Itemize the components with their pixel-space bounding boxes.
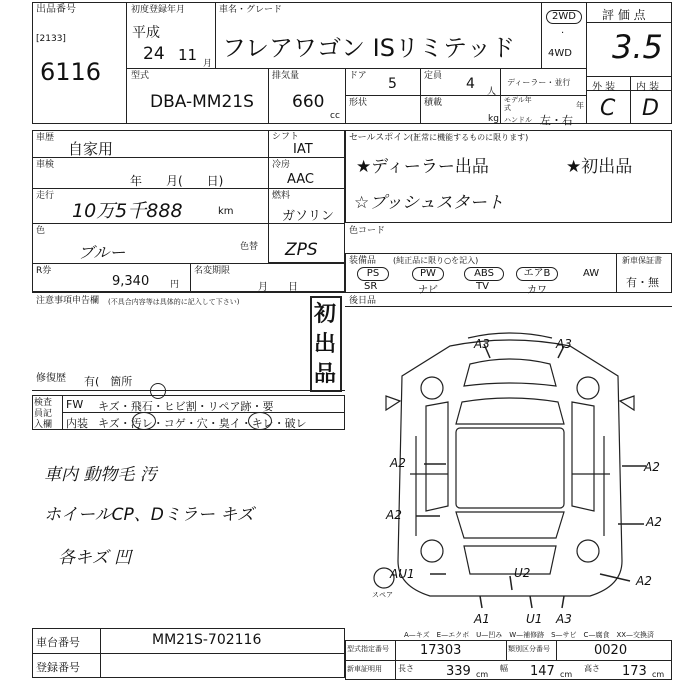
sales-sub: (正常に機能するものに限ります) <box>410 133 529 142</box>
handle-value: 左・右 <box>540 114 573 127</box>
fw-label: FW <box>66 398 84 411</box>
color-change-label: 色替 <box>240 242 259 252</box>
recycle-unit: 円 <box>170 280 180 290</box>
car-name: フレアワゴン ISリミテッド <box>222 34 515 62</box>
capacity-unit: 人 <box>487 87 497 97</box>
equip-ps: PS <box>357 267 389 281</box>
length-label: 長さ <box>398 664 414 673</box>
score-label: 評 価 点 <box>602 8 646 22</box>
mileage-value: 10万5千888 <box>72 200 183 222</box>
lot-code: [2133] <box>36 34 66 44</box>
inspector-label: 検査員記入欄 <box>34 398 53 430</box>
damage-mark: A2 <box>386 508 402 522</box>
damage-mark: A2 <box>636 574 652 588</box>
inspection-label: 車検 <box>36 160 55 170</box>
spare-label: スペア <box>372 591 393 599</box>
color-label: 色 <box>36 226 46 236</box>
model-value: DBA-MM21S <box>150 92 254 112</box>
title-deadline-label: 名変期限 <box>194 266 231 276</box>
width-value: 147 <box>530 664 555 679</box>
doors-value: 5 <box>388 76 397 92</box>
damage-mark: A2 <box>390 456 406 470</box>
displacement-value: 660 <box>292 92 325 112</box>
displacement-unit: cc <box>330 111 340 121</box>
circle-mark <box>248 412 272 430</box>
damage-mark: A3 <box>556 337 572 351</box>
equip-label: 装備品 <box>349 256 377 266</box>
repair-value: 有( 箇所 <box>84 375 133 388</box>
dealer-label: ディーラー・並行 <box>507 78 571 87</box>
first-reg-month-unit: 月 <box>203 59 213 69</box>
equip-navi: ナビ <box>418 285 438 296</box>
damage-mark: AU1 <box>390 567 415 581</box>
model-cert-value: 17303 <box>420 643 462 658</box>
drive-4wd: 4WD <box>548 48 572 59</box>
after-label: 後日品 <box>349 296 377 306</box>
damage-mark: U1 <box>526 612 543 626</box>
stamp-text: 初出品 <box>314 302 337 387</box>
reg-no-label: 登録番号 <box>36 661 80 674</box>
fw-items: キズ・飛石・ヒビ割・リペア跡・要 <box>98 400 274 413</box>
fuel-value: ガソリン <box>282 209 335 224</box>
model-year-label: モデル年式 <box>504 96 532 112</box>
model-cert-label: 型式指定番号 <box>347 645 389 653</box>
damage-mark: A3 <box>474 337 490 351</box>
model-year-unit: 年 <box>576 101 584 110</box>
mileage-unit: km <box>218 206 234 217</box>
shift-label: シフト <box>272 132 300 142</box>
damage-mark: A2 <box>644 460 660 474</box>
sales-line1b: ★初出品 <box>566 157 633 177</box>
doors-label: ドア <box>349 71 367 81</box>
warranty-label: 新車保証書 <box>622 256 662 265</box>
load-label: 積載 <box>424 98 443 108</box>
equip-leather: カワ <box>527 285 547 296</box>
circle-mark <box>150 383 166 399</box>
load-unit: kg <box>488 114 499 124</box>
first-reg-year: 24 <box>143 44 165 64</box>
lot-label: 出品番号 <box>36 4 76 15</box>
damage-mark: A2 <box>646 515 662 529</box>
history-label: 車歴 <box>36 133 55 143</box>
interior-label: 内装 <box>66 417 88 430</box>
height-value: 173 <box>622 664 647 679</box>
sales-line2: ☆プッシュスタート <box>354 193 504 213</box>
equip-airbag: エアB <box>516 267 558 281</box>
hand-note-3: 各キズ 凹 <box>58 548 132 568</box>
score-value: 3.5 <box>612 28 663 66</box>
chassis-label: 車台番号 <box>36 636 80 649</box>
repair-label: 修復歴 <box>36 373 66 384</box>
length-value: 339 <box>446 664 471 679</box>
class-no-label: 類別区分番号 <box>508 645 550 653</box>
equip-tv: TV <box>476 281 489 292</box>
first-reg-month: 11 <box>178 46 198 64</box>
score-ext: C <box>600 96 616 121</box>
ac-value: AAC <box>287 172 314 187</box>
fuel-label: 燃料 <box>272 191 291 201</box>
sales-label: セールスポイント <box>349 133 421 143</box>
model-label: 型式 <box>131 71 150 81</box>
equip-sr: SR <box>364 281 378 292</box>
drive-2wd: 2WD <box>546 10 582 24</box>
history-value: 自家用 <box>68 140 114 158</box>
color-value: ブルー <box>78 243 126 262</box>
equip-aw: AW <box>583 268 600 279</box>
damage-mark: A3 <box>556 612 572 626</box>
height-label: 高さ <box>584 664 600 673</box>
warranty-value: 有・無 <box>626 276 659 289</box>
class-no-value: 0020 <box>594 643 628 658</box>
capacity-label: 定員 <box>424 71 443 81</box>
score-int-label: 内 装 <box>636 82 660 93</box>
hand-note-1: 車内 動物毛 汚 <box>44 465 157 485</box>
inspection-value: 年 月( 日) <box>130 174 224 188</box>
chassis-value: MM21S-702116 <box>152 632 262 648</box>
equip-abs: ABS <box>464 267 504 281</box>
height-unit: cm <box>652 670 665 679</box>
width-unit: cm <box>560 670 573 679</box>
notes-sub: (不具合内容等は具体的に記入して下さい) <box>108 298 240 306</box>
ac-label: 冷房 <box>272 160 291 170</box>
equip-pw: PW <box>412 267 444 281</box>
width-label: 幅 <box>500 664 508 673</box>
notes-label: 注意事項申告欄 <box>36 296 100 306</box>
shape-label: 形状 <box>349 98 368 108</box>
recycle-label: R券 <box>36 266 52 276</box>
score-int: D <box>642 96 659 121</box>
damage-mark: U2 <box>514 566 531 580</box>
color-code-label: 色コード <box>349 226 386 236</box>
title-deadline-unit: 月 日 <box>258 282 298 293</box>
capacity-value: 4 <box>466 76 475 92</box>
shift-value: IAT <box>293 142 313 157</box>
circle-mark <box>132 412 156 430</box>
equip-sub: (純正品に限り○を記入) <box>393 256 479 265</box>
sales-line1a: ★ディーラー出品 <box>356 157 489 177</box>
name-label: 車名・グレード <box>219 5 283 15</box>
recycle-value: 9,340 <box>112 274 150 289</box>
displacement-label: 排気量 <box>272 71 300 81</box>
handle-label: ハンドル <box>504 116 532 124</box>
first-reg-label: 初度登録年月 <box>131 5 186 15</box>
damage-mark: A1 <box>474 612 490 626</box>
hand-note-2: ホイールCP、Dミラー キズ <box>44 505 254 525</box>
lot-number: 6116 <box>40 58 102 86</box>
dims-label: 新車証明用 <box>347 665 382 673</box>
damage-legend: A—キズ E—エクボ U—凹み W—補修跡 S—サビ C—腐食 XX—交換済 <box>404 631 655 639</box>
length-unit: cm <box>476 670 489 679</box>
color-code-value: ZPS <box>285 240 318 260</box>
score-ext-label: 外 装 <box>592 82 616 93</box>
first-reg-era: 平成 <box>132 25 160 41</box>
interior-items: キズ・汚レ・コゲ・穴・臭イ・キレ・破レ <box>98 417 307 430</box>
mileage-label: 走行 <box>36 191 55 201</box>
